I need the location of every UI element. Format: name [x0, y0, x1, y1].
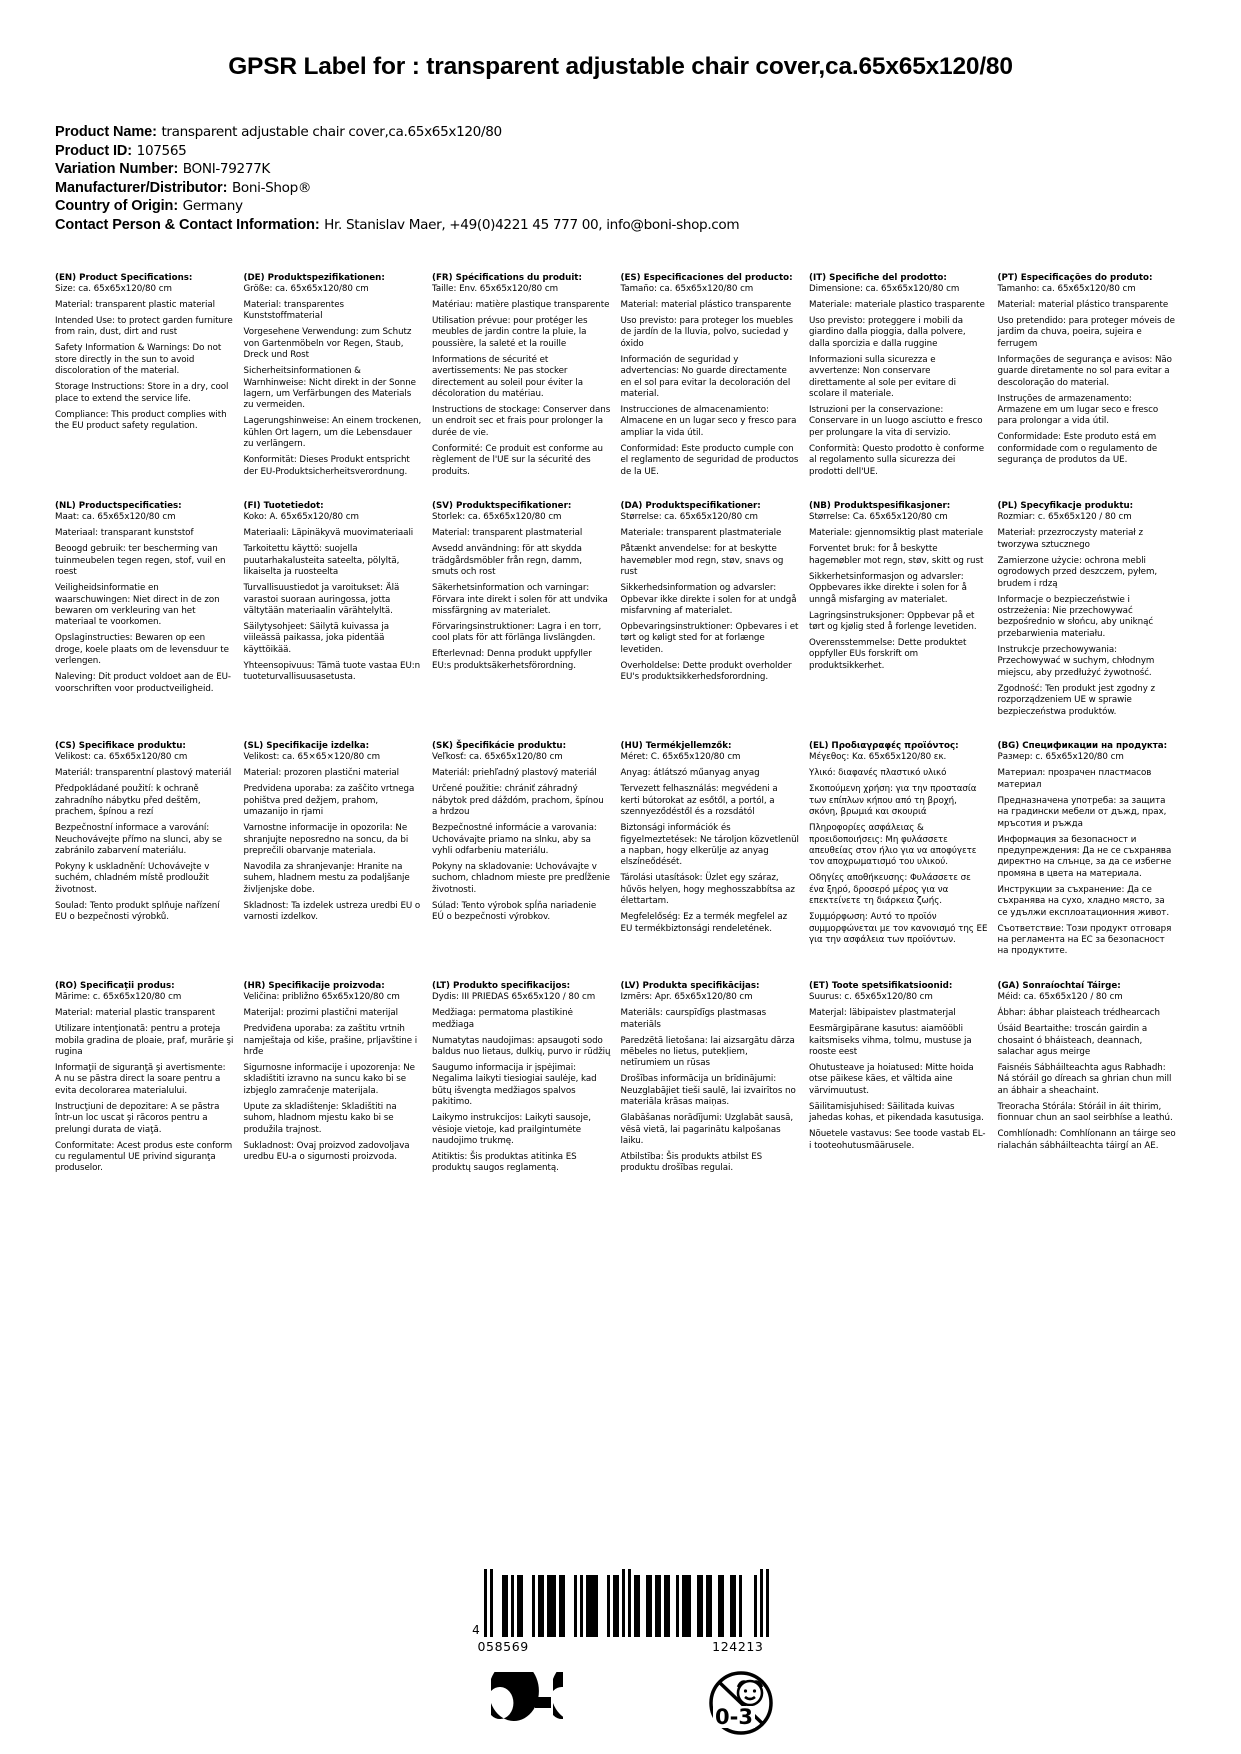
spec-line: Μέγεθος: Κα. 65x65x120/80 εκ. [809, 752, 947, 763]
spec-line: Atitiktis: Šis produktas atitinka ES produktų saugos reglamentą. [432, 1152, 577, 1174]
meta-value: Hr. Stanislav Maer, +49(0)4221 45 777 00, info@boni-shop.com [324, 216, 740, 233]
age-warning-0-3-icon [683, 1670, 799, 1736]
spec-line: Ábhar: ábhar plaisteach trédhearcach [997, 1008, 1160, 1019]
spec-line: Materiale: transparent plastmateriale [620, 528, 782, 539]
spec-line: Skladnost: Ta izdelek ustreza uredbi EU o varnosti izdelkov. [243, 900, 421, 923]
spec-line: Istruzioni per la conservazione: Conservare in un luogo asciutto e fresco per prolungare la vita di servizio. [809, 405, 983, 438]
spec-line: Storage Instructions: Store in a dry, cool place to extend the service life. [55, 382, 229, 404]
spec-line: Συμμόρφωση: Αυτό το προϊόν συμμορφώνεται με τον κανονισμό της ΕΕ για την ασφάλεια των προϊόντων. [809, 912, 988, 945]
spec-heading: (SV) Produktspecifikationer: [432, 501, 572, 512]
spec-line: Size: ca. 65x65x120/80 cm [55, 283, 172, 294]
spec-line: Safety Information & Warnings: Do not store directly in the sun to avoid discoloration of the material. [55, 343, 222, 377]
label-footer [0, 1575, 1241, 1736]
spec-heading: (HU) Termékjellemzők: [620, 740, 732, 751]
spec-heading: (HR) Specifikacije proizvoda: [243, 980, 385, 991]
spec-line: Conformità: Questo prodotto è conforme al regolamento sulla sicurezza dei prodotti dell'UE. [809, 443, 985, 477]
spec-line: Avsedd användning: för att skydda trädgårdsmöbler från regn, damm, smuts och rost [432, 544, 582, 578]
spec-line: Velikost: ca. 65×65×120/80 cm [243, 752, 381, 763]
spec-block-fr [432, 273, 621, 478]
meta-label: Product Name: [55, 124, 157, 140]
spec-block-es [621, 273, 810, 478]
spec-block-hu [621, 741, 810, 958]
spec-line: Méret: C. 65x65x120/80 cm [620, 752, 741, 763]
spec-line: Numatytas naudojimas: apsaugoti sodo baldus nuo lietaus, dulkių, purvo ir rūdžių [432, 1035, 611, 1057]
page-title: GPSR Label for : transparent adjustable chair cover,ca.65x65x120/80 [228, 53, 1013, 80]
spec-line: Overholdelse: Dette produkt overholder EU's produktsikkerhedsforordning. [620, 660, 792, 683]
spec-line: Vorgesehene Verwendung: zum Schutz von Gartenmöbeln vor Regen, Staub, Dreck und Rost [243, 327, 412, 361]
spec-line: Materiale: materiale plastico trasparente [809, 299, 985, 310]
spec-line: Bezpečnostní informace a varování: Neuchovávejte přímo na slunci, aby se zabránilo zabarvení materiálu. [55, 823, 222, 856]
spec-heading: (ES) Especificaciones del producto: [620, 272, 793, 283]
spec-line: Tamanho: ca. 65x65x120/80 cm [997, 283, 1136, 294]
spec-line: Velikost: ca. 65x65x120/80 cm [55, 752, 188, 763]
spec-line: Naleving: Dit product voldoet aan de EU-voorschriften voor productveiligheid. [55, 672, 232, 694]
spec-heading: (PL) Specyfikacje produktu: [997, 501, 1134, 512]
spec-line: Nõuetele vastavus: See toode vastab EL-i tooteohutusmäärusele. [809, 1129, 986, 1151]
product-meta [55, 123, 1186, 235]
spec-block-lt [432, 981, 621, 1175]
spec-line: Información de seguridad y advertencias: No guarde directamente en el sol para evitar la decoloración del material. [620, 354, 791, 399]
spec-line: Opbevaringsinstruktioner: Opbevares i et tørt og køligt sted for at forlænge levetiden. [620, 622, 799, 655]
spec-line: Material: material plástico transparente [620, 299, 792, 310]
meta-value: 107565 [136, 142, 187, 159]
meta-label: Country of Origin: [55, 198, 179, 215]
spec-line: Conformidade: Este produto está em conformidade com o regulamento de segurança de produtos da UE. [997, 432, 1158, 466]
spec-line: Anyag: átlátszó műanyag anyag [620, 768, 760, 779]
spec-line: Pokyny na skladovanie: Uchovávajte v suchom, chladnom mieste pre predĺženie životnosti. [432, 861, 610, 895]
spec-line: Materijal: prozirni plastični materijal [243, 1008, 398, 1019]
spec-heading: (DA) Produktspecifikationer: [620, 501, 761, 512]
spec-line: Veiligheidsinformatie en waarschuwingen: Niet direct in de zon bewaren om verkleuring van het materiaal te voorkomen. [55, 583, 220, 628]
spec-block-el [809, 741, 998, 958]
meta-label: Contact Person & Contact Information: [55, 216, 320, 233]
spec-block-sk [432, 741, 621, 958]
spec-line: Izmērs: Apr. 65x65x120/80 cm [620, 992, 753, 1003]
spec-line: Veličina: približno 65x65x120/80 cm [243, 992, 400, 1003]
spec-line: Størrelse: Ca. 65x65x120/80 cm [809, 512, 948, 523]
spec-line: Drošības informācija un brīdinājumi: Neuzglabājiet tieši saulē, lai izvairītos no materiāla krāsas maiņas. [620, 1074, 796, 1108]
spec-line: Säilitamisjuhised: Säilitada kuivas jahedas kohas, et pikendada kasutusiga. [809, 1101, 984, 1124]
spec-line: Overensstemmelse: Dette produktet oppfyller EUs forskrift om produktsikkerhet. [809, 638, 967, 671]
spec-line: Utilizare intenţionată: pentru a proteja mobila gradina de ploaie, praf, murărie şi rugina [55, 1024, 234, 1057]
spec-line: Rozmiar: c. 65x65x120 / 80 cm [997, 512, 1132, 523]
spec-line: Treoracha Stórála: Stóráil in áit thirim, fionnuar chun an saol seirbhíse a leathú. [997, 1101, 1173, 1124]
spec-block-it [809, 273, 998, 478]
spec-heading: (EL) Προδιαγραφές προϊόντος: [809, 740, 959, 751]
spec-block-ro [55, 981, 244, 1175]
spec-line: Инструкции за съхранение: Да се съхранява на сухо, хладно място, за се удължи експлоатационния живот. [997, 884, 1170, 918]
spec-line: Paredzētā lietošana: lai aizsargātu dārza mēbeles no lietus, putekļiem, netīrumiem un rūsas [620, 1035, 795, 1069]
spec-line: Tarkoitettu käyttö: suojella puutarhakalusteita sateelta, pölyltä, likaiselta ja ruosteelta [243, 544, 400, 578]
spec-block-en [55, 273, 244, 478]
spec-line: Suurus: c. 65x65x120/80 cm [809, 992, 933, 1003]
spec-line: Sigurnosne informacije i upozorenja: Ne skladištiti izravno na suncu kako bi se izbjeglo zamračenje materijala. [243, 1063, 415, 1096]
spec-line: Instrukcje przechowywania: Przechowywać w suchym, chłodnym miejscu, aby przedłużyć żywotność. [997, 644, 1155, 678]
meta-row-contact [55, 216, 1186, 235]
spec-line: Größe: ca. 65x65x120/80 cm [243, 283, 369, 294]
spec-heading: (FR) Spécifications du produit: [432, 272, 582, 283]
spec-line: Úsáid Beartaithe: troscán gairdin a chosaint ó bháisteach, deannach, salachar agus meirge [997, 1024, 1148, 1057]
spec-line: Předpokládané použití: k ochraně zahradního nábytku před deštěm, prachem, špínou a rezí [55, 784, 201, 818]
spec-line: Lagerungshinweise: An einem trockenen, kühlen Ort lagern, um die Lebensdauer zu verlängern. [243, 416, 422, 450]
spec-line: Turvallisuustiedot ja varoitukset: Älä varastoi suoraan auringossa, jotta vältytään materiaalin värähtelyltä. [243, 583, 400, 617]
spec-heading: (ET) Toote spetsifikatsioonid: [809, 980, 953, 991]
spec-line: Instrucciones de almacenamiento: Almacene en un lugar seco y fresco para ampliar la vida útil. [620, 405, 797, 438]
spec-line: Sikkerhedsinformation og advarsler: Opbevar ikke direkte i solen for at undgå misfarvning af materialet. [620, 583, 797, 617]
spec-heading: (SL) Specifikacije izdelka: [243, 740, 370, 751]
spec-line: Material: transparent plastmaterial [432, 528, 583, 539]
spec-block-pt [998, 273, 1187, 478]
spec-line: Förvaringsinstruktioner: Lagra i en torr, cool plats för att förlänga livslängden. [432, 622, 602, 644]
meta-value: Germany [182, 198, 243, 215]
spec-line: Pokyny k uskladnění: Uchovávejte v suchém, chladném místě prodloužit životnost. [55, 861, 210, 895]
meta-row-variation-number [55, 160, 1186, 179]
spec-line: Megfelelőség: Ez a termék megfelel az EU termékbiztonsági rendeletének. [620, 912, 788, 934]
spec-heading: (IT) Specifiche del prodotto: [809, 272, 947, 283]
spec-line: Yhteensopivuus: Tämä tuote vastaa EU:n tuoteturvallisuusasetusta. [243, 660, 421, 683]
spec-line: Πληροφορίες ασφάλειας & προειδοποιήσεις: Μη φυλάσσετε απευθείας στον ήλιο για να αποφύγετε τον αποχρωματισμό του υλικού. [809, 823, 977, 868]
spec-line: Taille: Env. 65x65x120/80 cm [432, 283, 559, 294]
spec-line: Mărime: c. 65x65x120/80 cm [55, 992, 182, 1003]
spec-line: Instructions de stockage: Conserver dans un endroit sec et frais pour prolonger la durée de vie. [432, 405, 611, 438]
barcode-digits [478, 1639, 764, 1654]
spec-line: Материал: прозрачен пластмасов материал [997, 768, 1152, 790]
spec-line: Materiaali: Läpinäkyvä muovimateriaali [243, 528, 414, 539]
spec-block-fi [244, 501, 433, 718]
spec-line: Υλικό: διαφανές πλαστικό υλικό [809, 768, 947, 779]
spec-line: Instruções de armazenamento: Armazene em um lugar seco e fresco para prolongar a vida útil. [997, 393, 1159, 427]
spec-line: Navodila za shranjevanje: Hranite na suhem, hladnem mestu za podaljšanje življenjske dobe. [243, 861, 410, 895]
spec-line: Glabāšanas norādījumi: Uzglabāt sausā, vēsā vietā, lai pagarinātu kalpošanas laiku. [620, 1113, 794, 1147]
spec-line: Sicherheitsinformationen & Warnhinweise: Nicht direkt in der Sonne lagern, um Verfärbungen des Materials zu vermeiden. [243, 366, 416, 411]
spec-line: Съответствие: Този продукт отговаря на регламента на ЕС за безопасност на продуктите. [997, 923, 1172, 957]
spec-line: Ohutusteave ja hoiatused: Mitte hoida otse päikese käes, et vältida aine värvimuutust. [809, 1063, 974, 1096]
spec-heading: (RO) Specificaţii produs: [55, 980, 175, 991]
barcode-right-group: 124213 [712, 1639, 764, 1654]
spec-heading: (LT) Produkto specifikacijos: [432, 980, 571, 991]
barcode-lead-digit: 4 [472, 1623, 480, 1637]
spec-line: Tervezett felhasználás: megvédeni a kerti bútorokat az esőtől, a portól, a szennyeződéstől és a rozsdától [620, 784, 778, 818]
spec-heading: (SK) Špecifikácie produktu: [432, 740, 567, 751]
spec-heading: (BG) Спецификации на продукта: [997, 740, 1168, 751]
spec-line: Beoogd gebruik: ter bescherming van tuinmeubelen tegen regen, stof, vuil en roest [55, 544, 226, 578]
spec-line: Biztonsági információk és figyelmeztetések: Ne tároljon közvetlenül a napban, hogy elkerülje az anyag elszíneődését. [620, 823, 799, 868]
spec-line: Eesmärgipärane kasutus: aiamööbli kaitsmiseks vihma, tolmu, mustuse ja rooste eest [809, 1024, 972, 1057]
spec-block-nb [809, 501, 998, 718]
spec-line: Materiale: gjennomsiktig plast materiale [809, 528, 984, 539]
spec-line: Tamaño: ca. 65x65x120/80 cm [620, 283, 754, 294]
spec-line: Uso previsto: para proteger los muebles de jardín de la lluvia, polvo, suciedad y óxido [620, 315, 794, 349]
spec-block-de [244, 273, 433, 478]
spec-line: Material: transparentes Kunststoffmaterial [243, 299, 345, 322]
spec-line: Comhlíonadh: Comhlíonann an táirge seo rialachán sábháilteachta táirgí an AE. [997, 1129, 1176, 1151]
spec-line: Material: prozoren plastični material [243, 768, 400, 779]
spec-line: Conformitate: Acest produs este conform cu regulamentul UE privind siguranţa produselor. [55, 1140, 233, 1174]
spec-line: Informações de segurança e avisos: Não guarde diretamente no sol para evitar a descoloração do material. [997, 354, 1172, 388]
spec-block-ga [998, 981, 1187, 1175]
barcode-left-group: 058569 [477, 1639, 529, 1654]
meta-label: Variation Number: [55, 161, 179, 178]
spec-block-da [621, 501, 810, 718]
spec-line: Predviđena uporaba: za zaštitu vrtnih namještaja od kiše, prašine, prljavštine i hrđe [243, 1024, 418, 1057]
spec-block-bg [998, 741, 1187, 958]
spec-block-pl [998, 501, 1187, 718]
spec-line: Lagringsinstruksjoner: Oppbevar på et tørt og kjølig sted å forlenge levetiden. [809, 610, 977, 633]
spec-line: Zgodność: Ten produkt jest zgodny z rozporządzeniem UE w sprawie bezpieczeństwa produktów. [997, 683, 1156, 717]
spec-line: Matériau: matière plastique transparente [432, 299, 610, 310]
spec-line: Conformité: Ce produit est conforme au règlement de l'UE sur la sécurité des produits. [432, 443, 603, 477]
spec-line: Informacje o bezpieczeństwie i ostrzeżenia: Nie przechowywać bezpośrednio w słońcu, aby uniknąć przebarwienia materiału. [997, 594, 1154, 639]
spec-line: Materjal: läbipaistev plastmaterjal [809, 1008, 956, 1019]
spec-line: Atbilstība: Šis produkts atbilst ES produktu drošības regulai. [620, 1152, 763, 1174]
spec-line: Информация за безопасност и предупреждения: Да не се съхранява директно на слънце, за да се избегне промяна в цвета на материала. [997, 834, 1172, 879]
spec-line: Tárolási utasítások: Üzlet egy száraz, hűvös helyen, hogy meghosszabbítsa az élettartam. [620, 873, 795, 907]
spec-block-sv [432, 501, 621, 718]
spec-heading: (PT) Especificações do produto: [997, 272, 1153, 283]
spec-line: Materiál: transparentní plastový materiál [55, 768, 232, 779]
spec-line: Material: transparent plastic material [55, 299, 216, 310]
spec-line: Σκοπούμενη χρήση: για την προστασία των επίπλων κήπου από τη βροχή, σκόνη, βρωμιά και σκουριά [809, 784, 977, 818]
spec-heading: (CS) Specifikace produktu: [55, 740, 186, 751]
spec-line: Uso previsto: proteggere i mobili da giardino dalla pioggia, dalla polvere, dalla sporcizia e dalla ruggine [809, 315, 966, 349]
spec-line: Materiál: priehľadný plastový materiál [432, 768, 597, 779]
spec-block-hr [244, 981, 433, 1175]
spec-line: Размер: с. 65x65x120/80 cm [997, 752, 1124, 763]
meta-value: transparent adjustable chair cover,ca.65x65x120/80 [161, 124, 502, 140]
spec-heading: (NL) Productspecificaties: [55, 501, 182, 512]
barcode-bars [484, 1575, 769, 1637]
spec-line: Soulad: Tento produkt splňuje nařízení EU o bezpečnosti výrobků. [55, 900, 220, 923]
spec-line: Størrelse: ca. 65x65x120/80 cm [620, 512, 758, 523]
spec-line: Predvidena uporaba: za zaščito vrtnega pohištva pred dežjem, prahom, umazanijo in rjami [243, 784, 415, 818]
spec-line: Instrucţiuni de depozitare: A se păstra într-un loc uscat şi răcoros pentru a prelungi durata de viaţă. [55, 1101, 220, 1135]
spec-block-et [809, 981, 998, 1175]
spec-block-lv [621, 981, 810, 1175]
spec-line: Säkerhetsinformation och varningar: Förvara inte direkt i solen för att undvika missfärgning av materialet. [432, 583, 608, 617]
spec-line: Upute za skladištenje: Skladištiti na suhom, hladnom mjestu kako bi se produžila trajnost. [243, 1101, 397, 1135]
meta-row-country-of-origin [55, 197, 1186, 216]
spec-line: Súlad: Tento výrobok spĺňa nariadenie EÚ o bezpečnosti výrobkov. [432, 900, 597, 923]
spec-line: Veľkosť: ca. 65x65x120/80 cm [432, 752, 563, 763]
spec-line: Určené použitie: chrániť záhradný nábytok pred dáždóm, prachom, špínou a hrdzou [432, 784, 604, 818]
svg-text:0-3: 0-3 [714, 1705, 753, 1729]
meta-row-manufacturer [55, 179, 1186, 198]
spec-line: Varnostne informacije in opozorila: Ne shranjujte neposredno na soncu, da bi preprečili obarvanje materiala. [243, 823, 409, 856]
spec-line: Material: material plastic transparent [55, 1008, 216, 1019]
spec-line: Forventet bruk: for å beskytte hagemøbler mot regn, støv, skitt og rust [809, 544, 984, 566]
spec-line: Opslaginstructies: Bewaren op een droge, koele plaats om de levensduur te verlengen. [55, 633, 229, 667]
spec-line: Påtænkt anvendelse: for at beskytte havemøbler mod regn, støv, snavs og rust [620, 544, 784, 578]
spec-line: Предназначена употреба: за защита на градински мебели от дъжд, прах, мръсотия и ръжда [997, 795, 1167, 829]
spec-heading: (GA) Sonraíochtaí Táirge: [997, 980, 1121, 991]
spec-line: Bezpečnostné informácie a varovania: Uchovávajte priamo na slnku, aby sa vyhli odfarbeniu materiálu. [432, 823, 597, 856]
ce-mark-icon [443, 1672, 563, 1734]
spec-line: Koko: A. 65x65x120/80 cm [243, 512, 359, 523]
spec-line: Saugumo informacija ir įspėjimai: Negalima laikyti tiesiogiai saulėje, kad būtų išvengta medžiagos spalvos pakitimo. [432, 1063, 597, 1108]
spec-line: Intended Use: to protect garden furniture from rain, dust, dirt and rust [55, 315, 233, 338]
spec-line: Maat: ca. 65x65x120/80 cm [55, 512, 176, 523]
spec-heading: (EN) Product Specifications: [55, 272, 193, 283]
spec-line: Méid: ca. 65x65x120 / 80 cm [997, 992, 1123, 1003]
spec-line: Material: material plástico transparente [997, 299, 1169, 310]
spec-block-cs [55, 741, 244, 958]
meta-label: Manufacturer/Distributor: [55, 179, 228, 196]
spec-line: Sukladnost: Ovaj proizvod zadovoljava uredbu EU-a o sigurnosti proizvoda. [243, 1140, 410, 1163]
spec-line: Konformität: Dieses Produkt entspricht der EU-Produktsicherheitsverordnung. [243, 455, 410, 477]
meta-label: Product ID: [55, 142, 133, 159]
spec-line: Sikkerhetsinformasjon og advarsler: Oppbevares ikke direkte i solen for å unngå misfarging av materialet. [809, 571, 967, 605]
spec-line: Uso pretendido: para proteger móveis de jardim da chuva, poeira, sujeira e ferrugem [997, 315, 1175, 349]
meta-value: Boni-Shop® [231, 179, 312, 196]
spec-heading: (NB) Produktspesifikasjoner: [809, 501, 951, 512]
spec-block-nl [55, 501, 244, 718]
spec-heading: (DE) Produktspezifikationen: [243, 272, 385, 283]
spec-line: Faisnéis Sábháilteachta agus Rabhadh: Ná stóráil go díreach sa ghrian chun mill an ábhair a sheachaint. [997, 1063, 1172, 1096]
meta-row-product-name [55, 123, 1186, 142]
spec-line: Medžiaga: permatoma plastikinė medžiaga [432, 1008, 573, 1030]
spec-heading: (FI) Tuotetiedot: [243, 501, 324, 512]
spec-heading: (LV) Produkta specifikācijas: [620, 980, 760, 991]
spec-line: Informations de sécurité et avertissements: Ne pas stocker directement au soleil pour éviter la décoloration du matériau. [432, 354, 584, 399]
spec-line: Οδηγίες αποθήκευσης: Φυλάσσετε σε ένα ξηρό, δροσερό μέρος για να επεκτείνετε τη διάρκεια ζωής. [809, 873, 971, 907]
spec-line: Storlek: ca. 65x65x120/80 cm [432, 512, 562, 523]
spec-line: Materiāls: caurspīdīgs plastmasas materiāls [620, 1008, 767, 1030]
spec-block-sl [244, 741, 433, 958]
spec-line: Säilytysohjeet: Säilytä kuivassa ja viileässä paikassa, joka pidentää käyttöikää. [243, 622, 389, 655]
spec-line: Materiaal: transparant kunststof [55, 528, 194, 539]
spec-line: Dydis: III PRIEDAS 65x65x120 / 80 cm [432, 992, 596, 1003]
meta-row-product-id [55, 142, 1186, 161]
spec-line: Utilisation prévue: pour protéger les meubles de jardin contre la pluie, la poussière, la saleté et la rouille [432, 315, 588, 349]
spec-line: Compliance: This product complies with the EU product safety regulation. [55, 409, 227, 431]
spec-line: Informaţii de siguranţă şi avertismente: A nu se păstra direct la soare pentru a evita decolorarea materialului. [55, 1063, 226, 1096]
meta-value: BONI-79277K [182, 161, 270, 178]
specifications-grid [55, 273, 1186, 1198]
barcode [0, 1575, 1241, 1637]
spec-line: Laikymo instrukcijos: Laikyti sausoje, vėsioje vietoje, kad prailgintumėte naudojimo trukmę. [432, 1113, 591, 1147]
conformity-marks [0, 1670, 1241, 1736]
spec-line: Materiał: przezroczysty materiał z tworzywa sztucznego [997, 528, 1144, 550]
spec-line: Zamierzone użycie: ochrona mebli ogrodowych przed deszczem, pyłem, brudem i rdzą [997, 555, 1158, 589]
spec-line: Informazioni sulla sicurezza e avvertenze: Non conservare direttamente al sole per evitare di scolare il materiale. [809, 354, 956, 399]
spec-line: Efterlevnad: Denna produkt uppfyller EU:s produktsäkerhetsförordning. [432, 649, 592, 671]
spec-line: Dimensione: ca. 65x65x120/80 cm [809, 283, 960, 294]
spec-line: Conformidad: Este producto cumple con el reglamento de seguridad de productos de la UE. [620, 443, 799, 477]
